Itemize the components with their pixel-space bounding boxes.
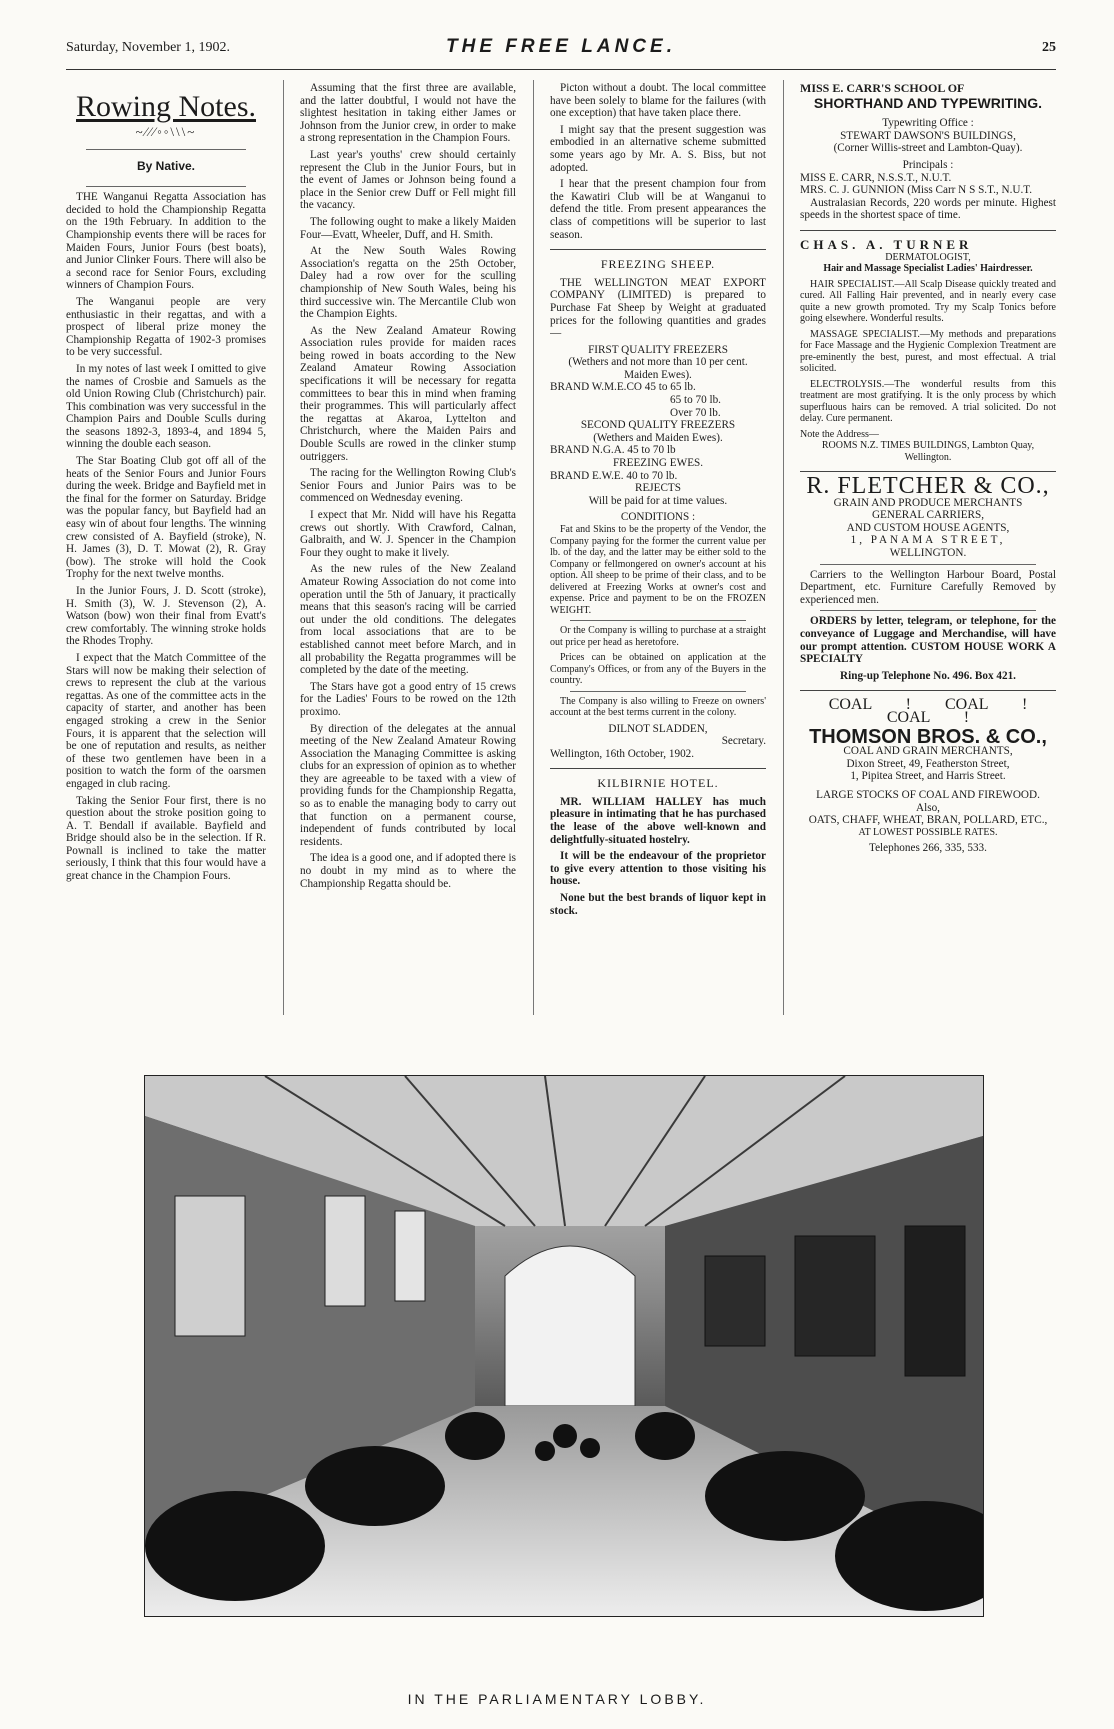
ad-text: Typewriting Office : bbox=[882, 117, 974, 130]
article-paragraph: Taking the Senior Four first, there is no question about the stroke position going to A. T. Bendall if available. Bayfield and Bridge should also be in the selection. If R. Pownall is inclined to take the matter seriously, I think that this four would have a great chance in the Champion Fours. bbox=[66, 794, 266, 883]
ad-text: 1, PANAMA STREET, bbox=[850, 534, 1006, 547]
ad-heading: REJECTS bbox=[634, 482, 681, 495]
ad-text: STEWART DAWSON'S BUILDINGS, bbox=[840, 129, 1016, 142]
signatory-title: Secretary. bbox=[721, 735, 766, 748]
ad-text: Ring-up Telephone No. 496. Box 421. bbox=[840, 669, 1016, 682]
article-paragraph: In the Junior Fours, J. D. Scott (stroke), H. Smith (3), W. J. Stevenson (2), A. Watson (bow) won their final from Evatt's crew comfortably. The winning stroke holds the Rhodes Trophy. bbox=[66, 585, 266, 648]
ornament-icon: ~⁄⁄⁄◦◦\\\~ bbox=[135, 124, 197, 139]
ad-note: (Wethers and Maiden Ewes). bbox=[593, 431, 723, 444]
ad-text: MR. WILLIAM HALLEY has much pleasure in intimating that he has purchased the lease of the above well-known and delightfully-situated hostelry. bbox=[550, 795, 766, 846]
ad-text: Fat and Skins to be the property of the Vendor, the Company paying for the former the current value per lb. of the day, and the latter may be either sold to the Company or fellmongered on owner's account at his option. All sheep to be prime of their class, and to be delivered at Freezing Works at owner's cost and expense. Price and payment to be on the FROZEN WEIGHT. bbox=[550, 524, 766, 616]
divider bbox=[550, 249, 766, 250]
divider bbox=[570, 620, 746, 621]
divider bbox=[550, 768, 766, 769]
ad-title: THOMSON BROS. & CO., bbox=[809, 725, 1047, 748]
article-paragraph: THE Wanganui Regatta Association has decided to hold the Championship Regatta on the 19th February. In addition to the Championship events there will be races for Maiden Fours, Junior Fours (best boats), and Junior Clinker Fours. There will also be a second race for Senior Fours, excluding winners of Champion Fours. bbox=[66, 191, 266, 292]
ad-text: HAIR SPECIALIST.—All Scalp Disease quickly treated and cured. All Falling Hair prevented, and in nearly every case quite a new growth promoted. Try my Scalp Tonics before going elsewhere. Wonderful results. bbox=[800, 278, 1056, 325]
ad-text: MISS E. CARR, N.S.S.T., N.U.T. bbox=[800, 171, 952, 184]
masthead bbox=[66, 34, 1056, 68]
ad-text: (Corner Willis-street and Lambton-Quay). bbox=[833, 142, 1023, 155]
price-line: BRAND E.W.E. 40 to 70 lb. bbox=[550, 469, 678, 482]
turner-ad bbox=[800, 236, 1056, 463]
ad-text: Dixon Street, 49, Featherston Street, bbox=[846, 757, 1010, 770]
ad-text: Note the Address— bbox=[800, 428, 879, 440]
ad-text: 1, Pipitea Street, and Harris Street. bbox=[850, 770, 1006, 783]
article-paragraph: Picton without a doubt. The local committee have been solely to blame for the failures (with one exception) that have taken place there. bbox=[550, 82, 766, 120]
ad-text: COAL AND GRAIN MERCHANTS, bbox=[843, 745, 1013, 758]
article-paragraph: I might say that the present suggestion was embodied in an alternative scheme submitted some years ago by Mr. A. S. Biss, but not adopted. bbox=[550, 123, 766, 174]
thomson-ad bbox=[800, 696, 1056, 855]
ad-title: KILBIRNIE HOTEL. bbox=[597, 776, 719, 791]
ad-subtitle: SHORTHAND AND TYPEWRITING. bbox=[813, 94, 1043, 111]
ad-text: Or the Company is willing to purchase at a straight out price per head as heretofore. bbox=[550, 625, 766, 648]
ad-title: MISS E. CARR'S SCHOOL OF bbox=[800, 82, 965, 95]
divider bbox=[800, 690, 1056, 691]
article-paragraph: At the New South Wales Rowing Association's regatta on the 25th October, Daley had a row over for the sculling championship of New South Wales, being his third successive win. The Mercantile Club won the Champion Eights. bbox=[300, 245, 516, 321]
article-paragraph: Assuming that the first three are available, and the latter doubtful, I would not have the slightest hesitation in taking either James or Johnson from the Junior crew, in order to make a strong representation in the Champion Fours. bbox=[300, 82, 516, 145]
article-paragraph: The racing for the Wellington Rowing Club's Senior Fours and Junior Pairs was to be commenced on Wednesday evening. bbox=[300, 467, 516, 505]
fletcher-ad bbox=[800, 473, 1056, 682]
ad-title: R. FLETCHER & CO., bbox=[806, 473, 1050, 500]
ad-text: Also, bbox=[916, 801, 940, 814]
issue-date: Saturday, November 1, 1902. bbox=[66, 40, 230, 55]
ad-text: GENERAL CARRIERS, bbox=[871, 509, 985, 522]
kilbirnie-hotel-ad bbox=[550, 777, 766, 917]
column-divider bbox=[533, 80, 534, 1015]
ad-text: Prices can be obtained on application at the Company's Offices, or from any of the Buyers in the country. bbox=[550, 652, 766, 686]
article-paragraph: The idea is a good one, and if adopted there is no doubt in my mind as to where the Championship Regatta should be. bbox=[300, 852, 516, 890]
column-4 bbox=[800, 82, 1056, 1012]
ad-text: ROOMS N.Z. TIMES BUILDINGS, Lambton Quay, Wellington. bbox=[821, 440, 1035, 463]
column-divider bbox=[283, 80, 284, 1015]
ad-heading: CONDITIONS : bbox=[620, 511, 696, 524]
ad-text: THE WELLINGTON MEAT EXPORT COMPANY (LIMITED) is prepared to Purchase Fat Sheep by Weight at graduated prices for the following quantities and grades — bbox=[550, 276, 766, 340]
article-paragraph: I expect that Mr. Nidd will have his Regatta crews out shortly. With Crawford, Calnan, Galbraith, and W. J. Spencer in the Champion Four they ought to make it lively. bbox=[300, 509, 516, 559]
column-1 bbox=[66, 82, 266, 1012]
ad-note: Will be paid for at time values. bbox=[588, 494, 728, 507]
ad-text: ORDERS by letter, telegram, or telephone, for the conveyance of Luggage and Merchandise, will have our prompt attention. CUSTOM HOUSE WORK A SPECIALTY bbox=[800, 615, 1056, 666]
article-paragraph: The Star Boating Club got off all of the heats of the Senior Fours and Junior Fours during the week. Bridge and Bayfield met in the final for the former on Saturday. Bridge was the popular fancy, but Bayfield had an easy win of about four lengths. The winning crew consisted of A. Bayfield (stroke), N. H. James (3), D. T. Mowat (2), R. Gray (bow). The stroke will hold the Cook Trophy for the next twelve months. bbox=[66, 455, 266, 581]
ad-text: MRS. C. J. GUNNION (Miss Carr N S S.T., N.U.T. bbox=[800, 184, 1033, 197]
article-paragraph: I hear that the present champion four from the Kawatiri Club will be at Wanganui to defend the title. From present appearances the class of competitions will be superior to last season. bbox=[550, 178, 766, 241]
article-title: Rowing Notes. bbox=[76, 90, 256, 123]
page-number: 25 bbox=[1042, 40, 1056, 55]
column-divider bbox=[783, 80, 784, 1015]
column-2 bbox=[300, 82, 516, 1012]
ad-title: CHAS. A. TURNER bbox=[800, 236, 973, 252]
price-line: BRAND W.M.E.CO 45 to 65 lb. bbox=[550, 381, 696, 394]
signatory: DILNOT SLADDEN, bbox=[608, 722, 708, 735]
carr-school-ad bbox=[800, 82, 1056, 222]
photo-caption: IN THE PARLIAMENTARY LOBBY. bbox=[407, 1691, 707, 1707]
price-line: BRAND N.G.A. 45 to 70 lb bbox=[550, 444, 676, 457]
divider bbox=[570, 691, 746, 692]
ad-text: Hair and Massage Specialist Ladies' Hairdresser. bbox=[823, 263, 1033, 275]
ad-text: DERMATOLOGIST, bbox=[885, 251, 971, 263]
article-paragraph: The following ought to make a likely Maiden Four—Evatt, Wheeler, Duff, and H. Smith. bbox=[300, 215, 516, 241]
ad-text: Telephones 266, 335, 533. bbox=[869, 842, 987, 855]
ad-note: (Wethers and not more than 10 per cent. Maiden Ewes). bbox=[568, 356, 748, 381]
ad-text: ELECTROLYSIS.—The wonderful results from this treatment are most gratifying. It is the only process by which superfluous hairs can be removed. A trial solicited. Do not delay. Cure permanent. bbox=[800, 378, 1056, 425]
price-line: 65 to 70 lb. bbox=[670, 394, 721, 407]
article-paragraph: In my notes of last week I omitted to give the names of Crosbie and Samuels as the old Union Rowing Club (Christchurch) pair. This combination was very successful in the Champion Pairs and Double Sculls during the seasons 1892-3, 1893-4, and 1894 5, winning the double each season. bbox=[66, 362, 266, 451]
ad-text: Australasian Records, 220 words per minute. Highest speeds in the shortest space of time. bbox=[800, 196, 1056, 222]
freezing-sheep-ad bbox=[550, 258, 766, 760]
article-paragraph: As the new rules of the New Zealand Amateur Rowing Association do not come into operation until the 5th of January, it practically means that this season's racing will be carried out under the old conditions. The delegates from local associations that are to be established cannot meet before March, and in all probability the Regatta programmes will be completed by the date of the meeting. bbox=[300, 563, 516, 677]
divider bbox=[86, 186, 246, 187]
divider bbox=[820, 610, 1036, 611]
ad-text: MASSAGE SPECIALIST.—My methods and preparations for Face Massage and the Hygienic Complexion Treatment are pre-eminently the best, purest, and most effectual. A trial solicited. bbox=[800, 328, 1056, 375]
ad-title: FREEZING SHEEP. bbox=[600, 257, 716, 272]
ad-heading: SECOND QUALITY FREEZERS bbox=[580, 419, 736, 432]
ad-text: AND CUSTOM HOUSE AGENTS, bbox=[846, 521, 1010, 534]
divider bbox=[820, 564, 1036, 565]
parliamentary-lobby-photo bbox=[144, 1075, 984, 1617]
ad-text: The Company is also willing to Freeze on owners' account at the best terms current in the colony. bbox=[550, 695, 766, 718]
ad-text: Carriers to the Wellington Harbour Board, Postal Department, etc. Furniture Carefully Removed by experienced men. bbox=[800, 568, 1056, 606]
ad-text: Principals : bbox=[902, 158, 954, 171]
divider bbox=[86, 149, 246, 150]
article-paragraph: By direction of the delegates at the annual meeting of the New Zealand Amateur Rowing Association the Managing Committee is asking clubs for an expression of opinion as to whether they are agreeable to be taxed with a view of providing funds for the Championship Regatta, so as to enable the managing body to carry out that function on a permanent course, independent of funds contributed by local residents. bbox=[300, 722, 516, 848]
ad-headline: COAL ! COAL ! COAL ! bbox=[828, 696, 1028, 726]
ad-text: It will be the endeavour of the proprietor to give every attention to those visiting his house. bbox=[550, 850, 766, 888]
price-line: Over 70 lb. bbox=[670, 406, 721, 419]
publication-title: THE FREE LANCE. bbox=[446, 36, 676, 57]
divider bbox=[800, 230, 1056, 231]
byline: By Native. bbox=[136, 158, 196, 173]
ad-heading: FREEZING EWES. bbox=[612, 457, 704, 470]
ad-text: LARGE STOCKS OF COAL AND FIREWOOD. bbox=[816, 788, 1040, 801]
article-paragraph: Last year's youths' crew should certainly represent the Club in the Junior Fours, but in the event of James or Johnson being found a place in the Senior crew Duff or Fell might fill the vacancy. bbox=[300, 148, 516, 212]
divider bbox=[800, 471, 1056, 472]
article-paragraph: The Wanganui people are very enthusiastic in their regattas, and with a prospect of liberal prize money the Championship Regatta of 1902-3 promises to be very successful. bbox=[66, 295, 266, 359]
ad-text: GRAIN AND PRODUCE MERCHANTS bbox=[833, 496, 1023, 509]
ad-text: AT LOWEST POSSIBLE RATES. bbox=[858, 826, 998, 838]
ad-date: Wellington, 16th October, 1902. bbox=[550, 747, 695, 760]
lobby-photo-illustration bbox=[145, 1076, 983, 1616]
ad-heading: FIRST QUALITY FREEZERS bbox=[588, 343, 728, 356]
ad-text: WELLINGTON. bbox=[889, 547, 967, 559]
article-paragraph: As the New Zealand Amateur Rowing Association rules provide for maiden races being rowed in boats according to the New Zealand Amateur Rowing Association specifications it will be necessary for regatta committees to bear this in mind when framing their programmes. This will particularly affect the regattas at Akaroa, Lyttelton and Christchurch, where the Maiden Pairs and Double Sculls are rowed in the clinker stump outriggers. bbox=[300, 324, 516, 463]
article-paragraph: The Stars have got a good entry of 15 crews for the Ladies' Fours to be rowed on the 12th proximo. bbox=[300, 680, 516, 718]
ad-text: OATS, CHAFF, WHEAT, BRAN, POLLARD, ETC., bbox=[808, 814, 1048, 827]
masthead-rule bbox=[66, 69, 1056, 70]
ad-text: None but the best brands of liquor kept in stock. bbox=[550, 892, 766, 917]
article-paragraph: I expect that the Match Committee of the Stars will now be making their selection of crews to represent the club at the various regattas. As one of the committee acts in the capacity of starter, and another has been engaged stroking a crew in the Senior Fours, it is apparent that the selection will be one of reputation and results, as neither of these two gentlemen have been in a position to watch the form of the oarsmen engaged in club racing. bbox=[66, 651, 266, 790]
column-3 bbox=[550, 82, 766, 1012]
